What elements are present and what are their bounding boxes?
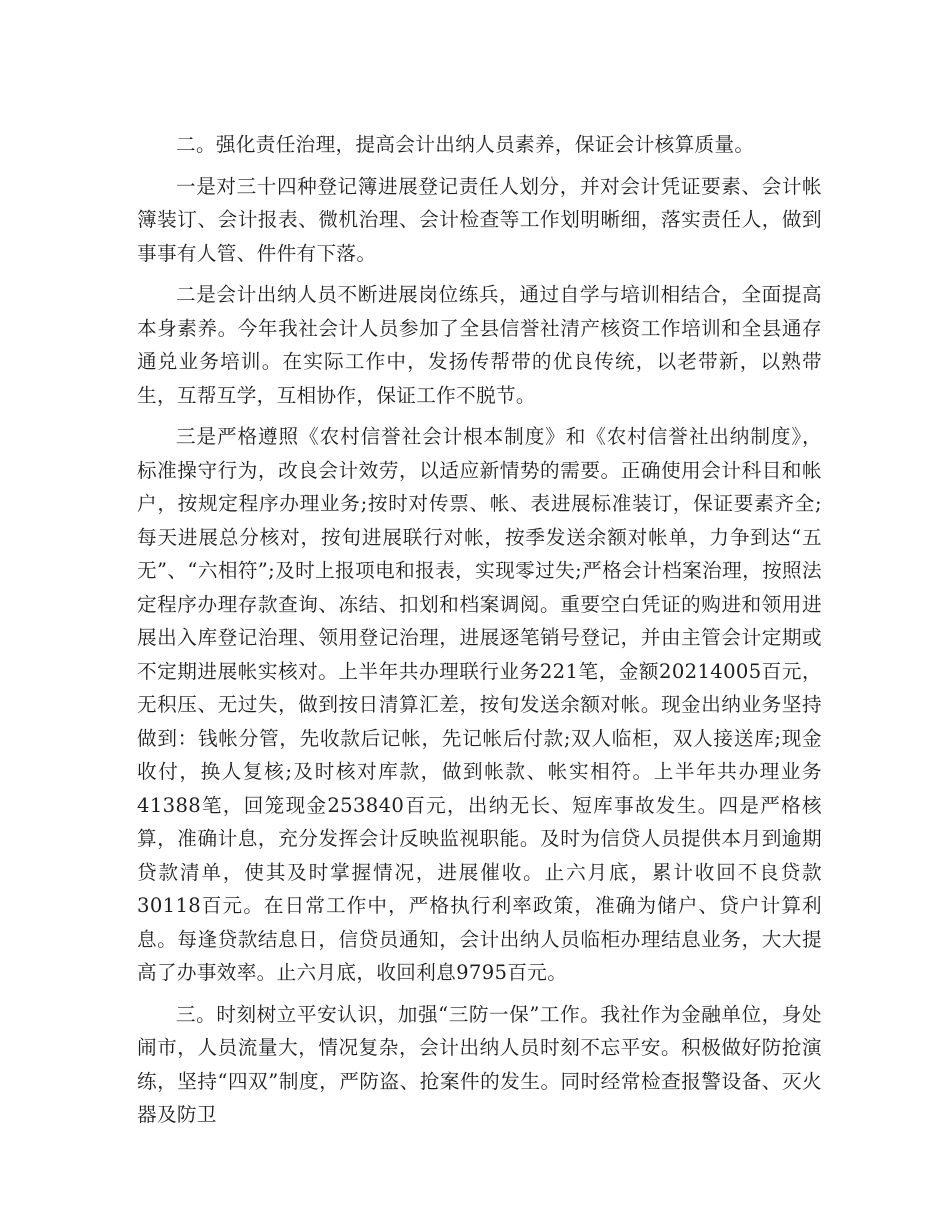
paragraph-item-two: 二是会计出纳人员不断进展岗位练兵，通过自学与培训相结合，全面提高本身素养。今年我社会计人员参加了全县信誉社清产核资工作培训和全县通存通兑业务培训。在实际工作中，发扬传帮带的优良传统，以老带新，以熟带生，互帮互学，互相协作，保证工作不脱节。 bbox=[137, 283, 822, 407]
paragraph-section-three-heading: 三。时刻树立平安认识，加强“三防一保”工作。我社作为金融单位，身处闹市，人员流量大，情况复杂，会计出纳人员时刻不忘平安。积极做好防抢演练，坚持“四双”制度，严防盗、抢案件的发生。同时经常检查报警设备、灭火器及防卫 bbox=[137, 1002, 822, 1126]
document-body bbox=[137, 128, 822, 1140]
paragraph-section-two-heading: 二。强化责任治理，提高会计出纳人员素养，保证会计核算质量。 bbox=[176, 133, 755, 156]
paragraph-item-one: 一是对三十四种登记簿进展登记责任人划分，并对会计凭证要素、会计帐簿装订、会计报表、微机治理、会计检查等工作划明晰细，落实责任人，做到事事有人管、件件有下落。 bbox=[137, 174, 822, 265]
paragraph-item-three: 三是严格遵照《农村信誉社会计根本制度》和《农村信誉社出纳制度》，标准操守行为，改良会计效劳，以适应新情势的需要。正确使用会计科目和帐户，按规定程序办理业务;按时对传票、帐、表进展标准装订，保证要素齐全;每天进展总分核对，按旬进展联行对帐，按季发送余额对帐单，力争到达“五无”、“六相符”;及时上报项电和报表，实现零过失;严格会计档案治理，按照法定程序办理存款查询、冻结、扣划和档案调阅。重要空白凭证的购进和领用进展出入库登记治理、领用登记治理，进展逐笔销号登记，并由主管会计定期或不定期进展帐实核对。上半年共办理联行业务221笔，金额20214005百元，无积压、无过失，做到按日清算汇差，按旬发送余额对帐。现金出纳业务坚持做到：钱帐分管，先收款后记帐，先记帐后付款;双人临柜，双人接送库;现金收付，换人复核;及时核对库款，做到帐款、帐实相符。上半年共办理业务41388笔，回笼现金253840百元，出纳无长、短库事故发生。四是严格核算，准确计息，充分发挥会计反映监视职能。及时为信贷人员提供本月到逾期贷款清单，使其及时掌握情况，进展催收。止六月底，累计收回不良贷款30118百元。在日常工作中，严格执行利率政策，准确为储户、贷户计算利息。每逢贷款结息日，信贷员通知，会计出纳人员临柜办理结息业务，大大提高了办事效率。止六月底，收回利息9795百元。 bbox=[137, 425, 822, 984]
